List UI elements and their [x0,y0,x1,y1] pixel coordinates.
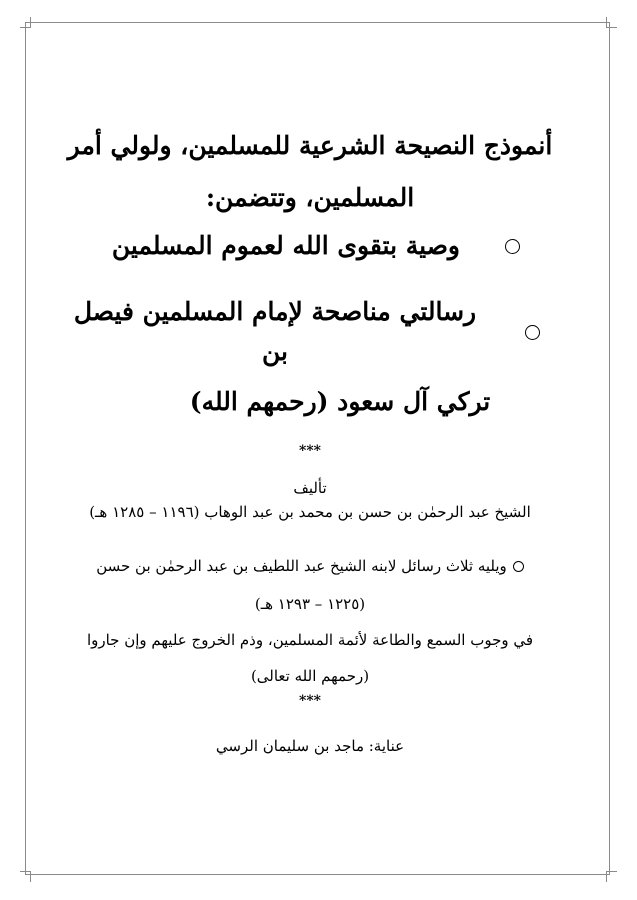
contents-item-2 [60,292,560,372]
separator-stars-2: *** [299,693,321,709]
contents-item-1-text: وصية بتقوى الله لعموم المسلمين [111,231,460,260]
book-title-line-2: المسلمين، وتتضمن: [205,183,415,212]
contents-item-1 [60,226,560,266]
topic-line: في وجوب السمع والطاعة لأئمة المسلمين، وذم الخروج عليهم وإن جاروا [86,631,534,649]
crop-mark-top-right [606,17,617,28]
book-title-line-1: أنموذج النصيحة الشرعية للمسلمين، ولولي أمر [67,131,553,160]
son-dates: (١٢٢٥ – ١٢٩٣ هـ) [254,595,366,613]
blessing-line: (رحمهم الله تعالى) [250,667,370,685]
contents-item-2-continuation: تركي آل سعود (رحمهم الله) [189,387,491,416]
crop-mark-bottom-right [606,871,617,882]
contents-item-2-text: رسالتي مناصحة لإمام المسلمين فيصل بن [73,297,477,366]
separator-stars: *** [299,443,321,459]
followed-by-line [60,554,560,578]
circle-bullet-icon [513,561,524,572]
author-label: تأليف [293,479,327,497]
crop-mark-bottom-left [20,871,31,882]
crop-mark-top-left [20,17,31,28]
editor-credit: عناية: ماجد بن سليمان الرسي [215,737,405,755]
author-name: الشيخ عبد الرحمٰن بن حسن بن محمد بن عبد الوهاب (١١٩٦ – ١٢٨٥ هـ) [89,503,531,521]
circle-bullet-icon [525,325,540,340]
title-page-content [60,120,560,758]
circle-bullet-icon [505,239,520,254]
followed-by-text: ويليه ثلاث رسائل لابنه الشيخ عبد اللطيف بن عبد الرحمٰن بن حسن [96,557,507,575]
